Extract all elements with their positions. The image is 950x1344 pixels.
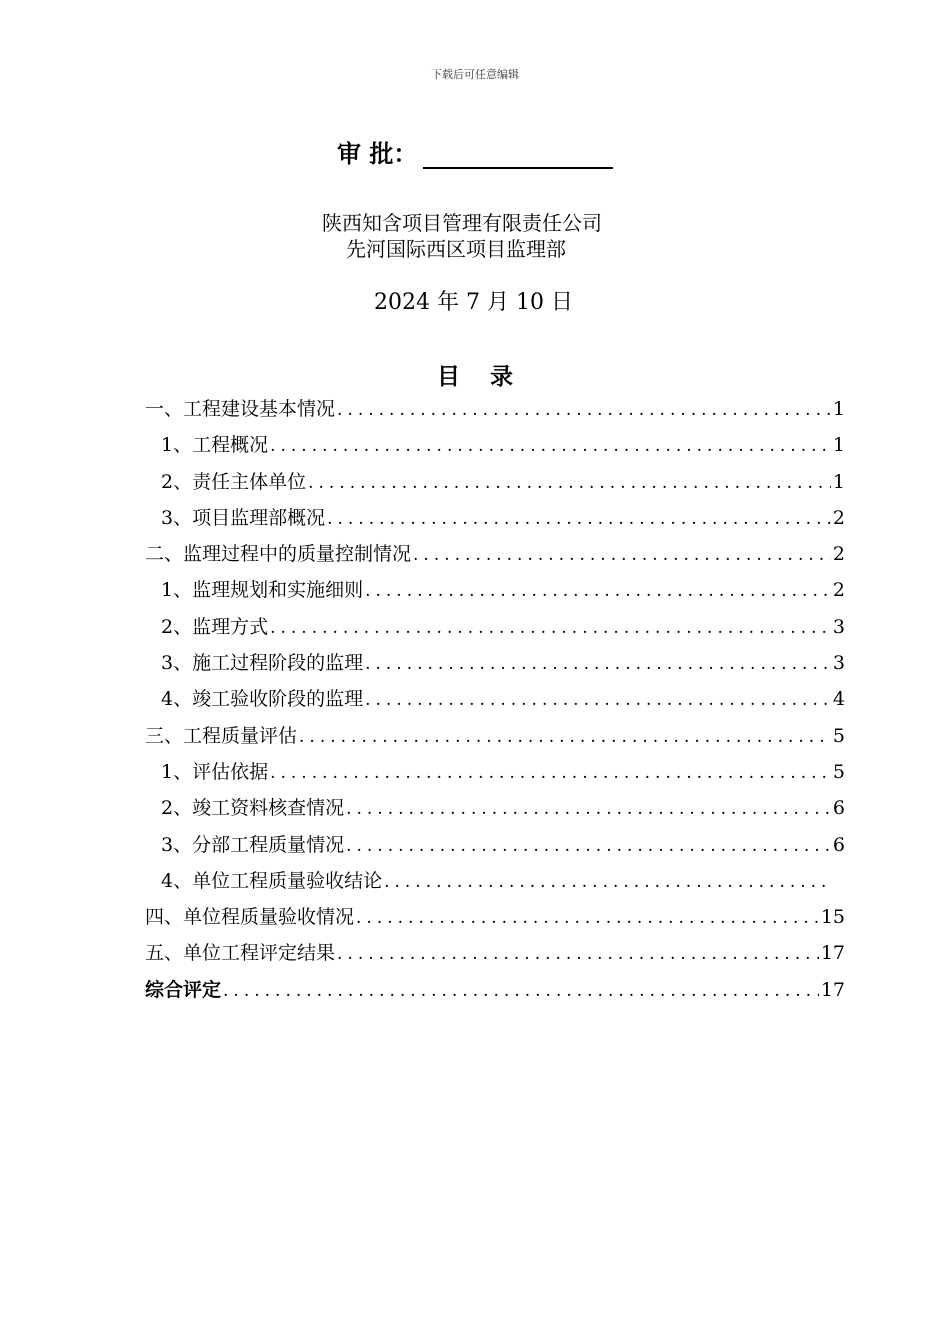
toc-entry[interactable] <box>145 394 845 430</box>
toc-leader-dots <box>337 944 819 964</box>
toc-entry[interactable] <box>145 866 845 902</box>
toc-entry-label: 4、单位工程质量验收结论 <box>161 869 383 892</box>
toc-leader-dots <box>365 690 831 710</box>
toc-entry[interactable] <box>145 975 845 1011</box>
toc-entry-label: 2、竣工资料核查情况 <box>161 797 345 820</box>
toc-entry-page: 15 <box>820 906 845 929</box>
toc-entry-page: 5 <box>832 760 845 783</box>
toc-leader-dots <box>223 981 819 1001</box>
toc-leader-dots <box>365 581 831 601</box>
toc-entry-label: 四、单位程质量验收情况 <box>145 906 355 929</box>
toc-entry-page: 2 <box>832 543 845 566</box>
toc-entry-label: 1、工程概况 <box>161 434 269 457</box>
toc-entry-label: 五、单位工程评定结果 <box>145 942 336 965</box>
toc-entry-label: 三、工程质量评估 <box>145 724 298 747</box>
toc-entry[interactable] <box>145 467 845 503</box>
toc-entry[interactable] <box>145 612 845 648</box>
toc-entry-label: 综合评定 <box>145 978 222 1001</box>
department-name: 先河国际西区项目监理部 <box>346 237 566 261</box>
toc-leader-dots <box>346 836 831 856</box>
company-name: 陕西知含项目管理有限责任公司 <box>322 211 602 235</box>
approval-signature-line <box>423 139 613 169</box>
header-note: 下载后可任意编辑 <box>431 68 519 81</box>
toc-entry[interactable] <box>145 757 845 793</box>
toc-entry-label: 1、评估依据 <box>161 760 269 783</box>
toc-entry-label: 3、项目监理部概况 <box>161 506 326 529</box>
toc-entry-label: 二、监理过程中的质量控制情况 <box>145 543 412 566</box>
toc-entry-page: 2 <box>832 579 845 602</box>
toc-entry-page: 3 <box>832 652 845 675</box>
toc-entry-label: 2、责任主体单位 <box>161 470 307 493</box>
toc-entry[interactable] <box>145 430 845 466</box>
toc-entry-page: 1 <box>832 470 845 493</box>
table-of-contents <box>145 394 845 1011</box>
toc-leader-dots <box>413 545 831 565</box>
toc-entry[interactable] <box>145 503 845 539</box>
toc-entry[interactable] <box>145 721 845 757</box>
toc-entry[interactable] <box>145 938 845 974</box>
toc-entry-page: 17 <box>820 942 845 965</box>
toc-entry[interactable] <box>145 902 845 938</box>
toc-entry-page: 6 <box>832 797 845 820</box>
toc-leader-dots <box>384 872 833 892</box>
toc-entry-label: 1、监理规划和实施细则 <box>161 579 364 602</box>
toc-entry-page: 1 <box>832 398 845 420</box>
toc-entry[interactable] <box>145 539 845 575</box>
toc-entry-page: 3 <box>832 615 845 638</box>
document-date: 2024 年 7 月 10 日 <box>374 290 573 315</box>
toc-entry-label: 一、工程建设基本情况 <box>145 398 336 420</box>
toc-entry-page: 2 <box>832 506 845 529</box>
toc-leader-dots <box>346 799 831 819</box>
toc-title: 目录 <box>437 363 543 390</box>
toc-entry-page: 6 <box>832 833 845 856</box>
toc-leader-dots <box>356 908 819 928</box>
approval-label: 审 批： <box>337 139 418 168</box>
toc-entry-label: 3、分部工程质量情况 <box>161 833 345 856</box>
toc-entry-label: 2、监理方式 <box>161 615 269 638</box>
approval-field <box>337 134 613 169</box>
toc-leader-dots <box>270 763 831 783</box>
toc-entry-page: 17 <box>820 978 845 1001</box>
toc-entry-page: 1 <box>832 434 845 457</box>
toc-entry-label: 3、施工过程阶段的监理 <box>161 652 364 675</box>
toc-leader-dots <box>270 618 831 638</box>
toc-entry[interactable] <box>145 648 845 684</box>
toc-leader-dots <box>299 727 831 747</box>
toc-entry-page: 4 <box>832 688 845 711</box>
toc-entry[interactable] <box>145 684 845 720</box>
toc-entry-label: 4、竣工验收阶段的监理 <box>161 688 364 711</box>
toc-entry[interactable] <box>145 575 845 611</box>
toc-leader-dots <box>365 654 831 674</box>
toc-leader-dots <box>270 436 831 456</box>
toc-entry[interactable] <box>145 830 845 866</box>
toc-entry-page: 5 <box>832 724 845 747</box>
toc-entry[interactable] <box>145 793 845 829</box>
toc-leader-dots <box>308 473 831 493</box>
toc-leader-dots <box>327 509 831 529</box>
toc-leader-dots <box>337 400 831 420</box>
